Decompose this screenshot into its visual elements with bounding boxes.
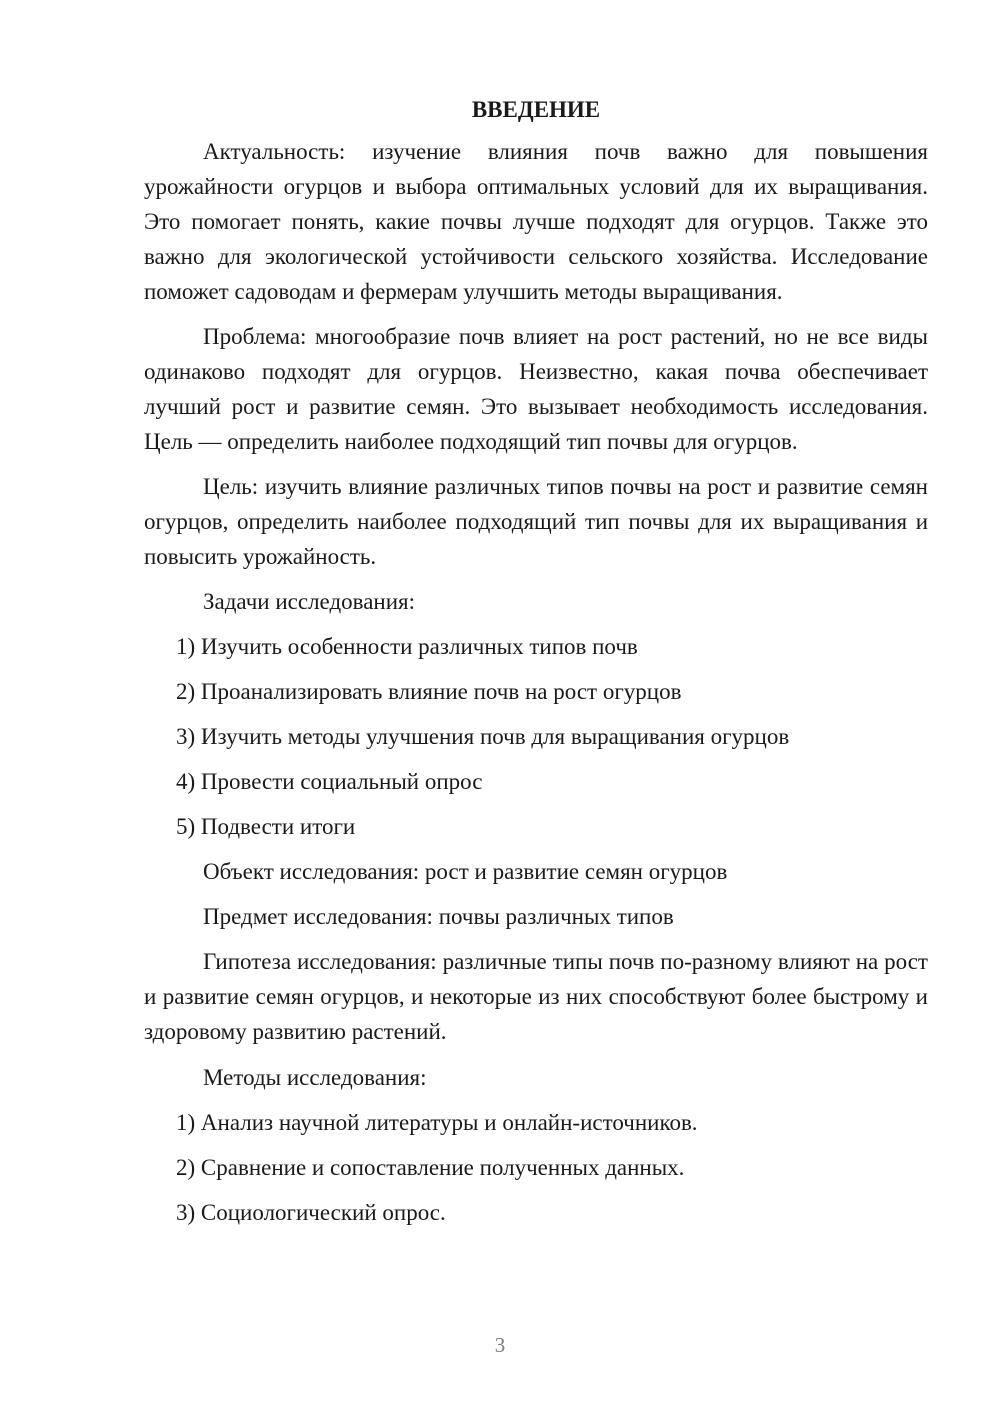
relevance-paragraph: Актуальность: изучение влияния почв важно для повышения урожайности огурцов и выбора оптимальных условий для их выращивания. Это помогает понять, какие почвы лучше подходят для огурцов. Также это важно для экологической устойчивости сельского хозяйства. Исследование поможет садоводам и фермерам улучшить методы выращивания. <box>144 139 928 304</box>
task-item: 4) Провести социальный опрос <box>176 769 483 794</box>
problem-paragraph: Проблема: многообразие почв влияет на рост растений, но не все виды одинаково подходят для огурцов. Неизвестно, какая почва обеспечивает лучший рост и развитие семян. Это вызывает необходимость исследования. Цель — определить наиболее подходящий тип почвы для огурцов. <box>144 324 928 454</box>
research-subject: Предмет исследования: почвы различных типов <box>203 904 674 929</box>
method-item: 2) Сравнение и сопоставление полученных данных. <box>176 1155 685 1180</box>
task-item: 5) Подвести итоги <box>176 814 356 839</box>
methods-heading: Методы исследования: <box>203 1065 427 1090</box>
goal-paragraph: Цель: изучить влияние различных типов почвы на рост и развитие семян огурцов, определить наиболее подходящий тип почвы для их выращивания и повысить урожайность. <box>144 474 928 569</box>
page-number: 3 <box>494 1333 506 1357</box>
page-content <box>144 92 928 1240</box>
method-item: 1) Анализ научной литературы и онлайн-источников. <box>176 1110 698 1135</box>
task-item: 2) Проанализировать влияние почв на рост огурцов <box>176 679 682 704</box>
tasks-heading: Задачи исследования: <box>203 589 416 614</box>
hypothesis-paragraph: Гипотеза исследования: различные типы почв по-разному влияют на рост и развитие семян огурцов, и некоторые из них способствуют более быстрому и здоровому развитию растений. <box>144 949 928 1044</box>
section-title: ВВЕДЕНИЕ <box>471 97 601 122</box>
task-item: 1) Изучить особенности различных типов почв <box>176 634 638 659</box>
task-item: 3) Изучить методы улучшения почв для выращивания огурцов <box>176 724 790 749</box>
method-item: 3) Социологический опрос. <box>176 1200 446 1225</box>
research-object: Объект исследования: рост и развитие семян огурцов <box>203 859 728 884</box>
